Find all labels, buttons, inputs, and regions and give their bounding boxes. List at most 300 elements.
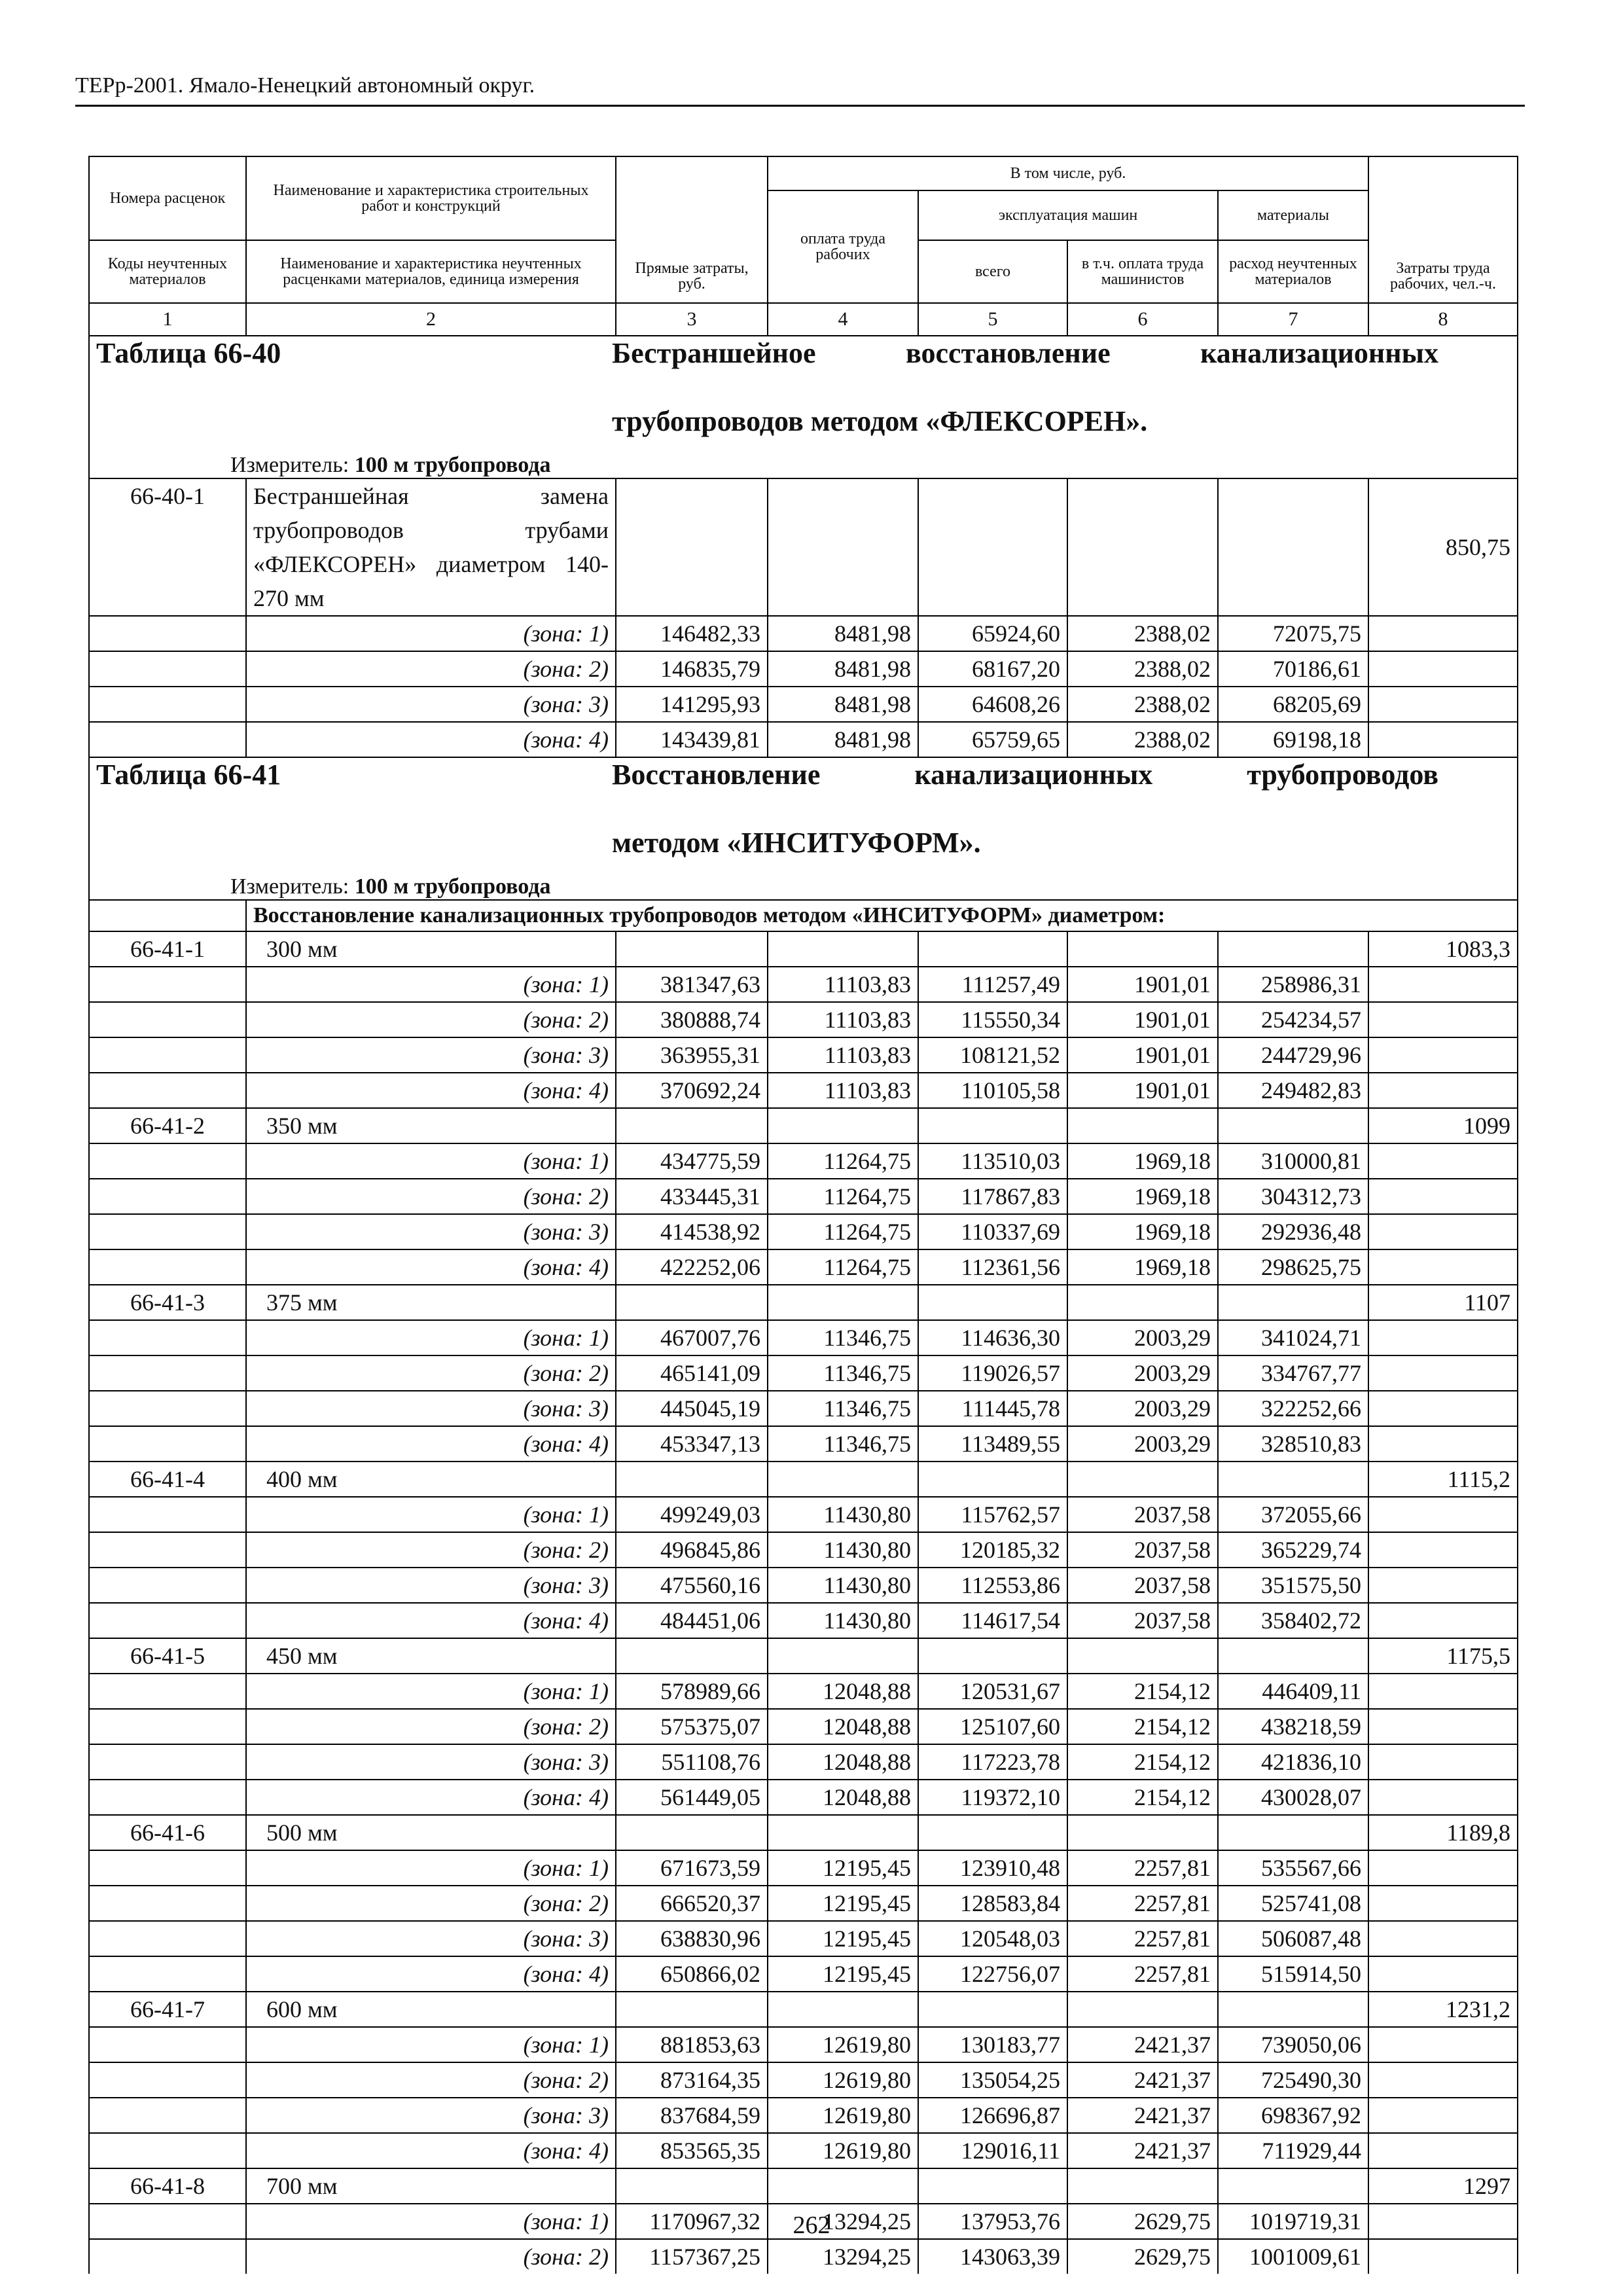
direct-costs: 363955,31 [616,1037,768,1073]
worker-wages: 8481,98 [768,722,918,757]
operator-wages: 2388,02 [1067,687,1218,722]
materials-costs: 334767,77 [1218,1355,1368,1391]
operator-wages: 1901,01 [1067,1073,1218,1108]
zone-row [89,722,1518,757]
empty-cell [616,1462,768,1497]
operator-wages: 2037,58 [1067,1532,1218,1568]
zone-label: (зона: 1) [246,2027,616,2062]
direct-costs: 467007,76 [616,1320,768,1355]
code-cell [89,1037,246,1073]
empty-cell [768,2168,918,2204]
operator-wages: 2003,29 [1067,1320,1218,1355]
machine-costs: 117867,83 [918,1179,1067,1214]
labor-cost: 1115,2 [1368,1462,1518,1497]
zone-label: (зона: 3) [246,1037,616,1073]
zone-label: (зона: 1) [246,1143,616,1179]
empty-cell [768,1462,918,1497]
code-cell [89,1850,246,1886]
header-materials: материалы [1218,190,1368,240]
page-number: 262 [793,2212,830,2239]
materials-costs: 72075,75 [1218,616,1368,651]
empty-cell [616,478,768,616]
direct-costs: 837684,59 [616,2098,768,2133]
direct-costs: 671673,59 [616,1850,768,1886]
zone-row [89,1921,1518,1956]
code-cell [89,722,246,757]
code-cell [89,1780,246,1815]
worker-wages: 8481,98 [768,616,918,651]
materials-costs: 1001009,61 [1218,2239,1368,2274]
zone-label: (зона: 1) [246,1320,616,1355]
zone-label: (зона: 4) [246,1073,616,1108]
worker-wages: 11264,75 [768,1143,918,1179]
materials-costs: 304312,73 [1218,1179,1368,1214]
code-cell [89,1179,246,1214]
table-title-line: трубопроводов методом «ФЛЕКСОРЕН». [612,405,1148,437]
machine-costs: 137953,76 [918,2204,1067,2239]
machine-costs: 120531,67 [918,1674,1067,1709]
operator-wages: 2421,37 [1067,2098,1218,2133]
rate-row [89,1285,1518,1320]
code-cell [89,1391,246,1426]
direct-costs: 141295,93 [616,687,768,722]
rate-name: 600 мм [246,1992,616,2027]
code-cell [89,1320,246,1355]
rate-description: Бестраншейная замена трубопроводов трубами «ФЛЕКСОРЕН» диаметром 140-270 мм [246,478,616,616]
materials-costs: 421836,10 [1218,1744,1368,1780]
labor-cost: 1099 [1368,1108,1518,1143]
empty-cell [918,931,1067,967]
materials-costs: 506087,48 [1218,1921,1368,1956]
empty-cell [768,1992,918,2027]
materials-costs: 438218,59 [1218,1709,1368,1744]
machine-costs: 112361,56 [918,1249,1067,1285]
direct-costs: 146835,79 [616,651,768,687]
code-cell [89,2133,246,2168]
zone-label: (зона: 2) [246,651,616,687]
materials-costs: 292936,48 [1218,1214,1368,1249]
labor-cell [1368,1391,1518,1426]
materials-costs: 322252,66 [1218,1391,1368,1426]
machine-costs: 130183,77 [918,2027,1067,2062]
rate-row [89,2168,1518,2204]
empty-cell [918,2168,1067,2204]
labor-cell [1368,1320,1518,1355]
rate-name: 350 мм [246,1108,616,1143]
header-including: В том числе, руб. [768,156,1368,190]
worker-wages: 13294,25 [768,2239,918,2274]
operator-wages: 2421,37 [1067,2062,1218,2098]
empty-cell [1067,2168,1218,2204]
empty-cell [1218,478,1368,616]
labor-cell [1368,687,1518,722]
direct-costs: 453347,13 [616,1426,768,1462]
zone-label: (зона: 1) [246,1850,616,1886]
zone-row [89,1674,1518,1709]
zone-label: (зона: 4) [246,1780,616,1815]
zone-row [89,1497,1518,1532]
worker-wages: 13294,25 [768,2204,918,2239]
header-col5: всего [918,240,1067,303]
header-rule [75,105,1525,107]
empty-cell [918,1285,1067,1320]
empty-cell [1218,1992,1368,2027]
header-col6: в т.ч. оплата труда машинистов [1067,240,1218,303]
zone-label: (зона: 2) [246,2239,616,2274]
zone-label: (зона: 3) [246,687,616,722]
operator-wages: 2003,29 [1067,1355,1218,1391]
code-cell [89,967,246,1002]
machine-costs: 119026,57 [918,1355,1067,1391]
worker-wages: 12195,45 [768,1921,918,1956]
operator-wages: 2388,02 [1067,616,1218,651]
rate-row [89,1815,1518,1850]
empty-cell [1218,2168,1368,2204]
worker-wages: 11430,80 [768,1497,918,1532]
direct-costs: 578989,66 [616,1674,768,1709]
rate-code: 66-41-8 [89,2168,246,2204]
machine-costs: 120185,32 [918,1532,1067,1568]
table-title-line: методом «ИНСИТУФОРМ». [612,827,981,859]
rate-code: 66-41-3 [89,1285,246,1320]
operator-wages: 2629,75 [1067,2204,1218,2239]
empty-cell [918,478,1067,616]
worker-wages: 12619,80 [768,2062,918,2098]
zone-label: (зона: 4) [246,1956,616,1992]
worker-wages: 12619,80 [768,2133,918,2168]
labor-cell [1368,2239,1518,2274]
zone-row [89,2098,1518,2133]
rate-code: 66-40-1 [89,478,246,616]
labor-cell [1368,2098,1518,2133]
machine-costs: 64608,26 [918,687,1067,722]
operator-wages: 2421,37 [1067,2133,1218,2168]
empty-cell [768,931,918,967]
materials-costs: 254234,57 [1218,1002,1368,1037]
zone-label: (зона: 3) [246,1391,616,1426]
code-cell [89,1603,246,1638]
column-number: 3 [616,303,768,336]
table-caption-row [89,336,1518,478]
empty-cell [768,1638,918,1674]
zone-row [89,1249,1518,1285]
direct-costs: 484451,06 [616,1603,768,1638]
operator-wages: 2257,81 [1067,1956,1218,1992]
rate-name: 700 мм [246,2168,616,2204]
machine-costs: 135054,25 [918,2062,1067,2098]
code-cell [89,1744,246,1780]
materials-costs: 698367,92 [1218,2098,1368,2133]
column-number: 1 [89,303,246,336]
measurement-value: 100 м трубопровода [354,453,551,477]
worker-wages: 11346,75 [768,1320,918,1355]
operator-wages: 2421,37 [1067,2027,1218,2062]
worker-wages: 11346,75 [768,1426,918,1462]
zone-row [89,1037,1518,1073]
rate-row [89,1638,1518,1674]
code-cell [89,651,246,687]
code-cell [89,1956,246,1992]
machine-costs: 128583,84 [918,1886,1067,1921]
rate-code: 66-41-7 [89,1992,246,2027]
machine-costs: 111445,78 [918,1391,1067,1426]
zone-label: (зона: 1) [246,2204,616,2239]
code-cell [89,2098,246,2133]
empty-cell [616,1638,768,1674]
zone-row [89,1744,1518,1780]
empty-cell [768,478,918,616]
zone-row [89,2239,1518,2274]
direct-costs: 499249,03 [616,1497,768,1532]
labor-cell [1368,2133,1518,2168]
empty-cell [616,1815,768,1850]
column-number: 2 [246,303,616,336]
zone-label: (зона: 3) [246,1921,616,1956]
labor-cost: 1175,5 [1368,1638,1518,1674]
direct-costs: 881853,63 [616,2027,768,2062]
operator-wages: 1901,01 [1067,967,1218,1002]
empty-cell [768,1285,918,1320]
labor-cost: 1107 [1368,1285,1518,1320]
code-cell [89,616,246,651]
rate-name: 450 мм [246,1638,616,1674]
table-number: Таблица 66-41 [96,759,281,791]
worker-wages: 11346,75 [768,1391,918,1426]
rate-row [89,1992,1518,2027]
materials-costs: 525741,08 [1218,1886,1368,1921]
rate-code: 66-41-6 [89,1815,246,1850]
zone-row [89,1426,1518,1462]
code-cell [89,2239,246,2274]
rates-table [88,156,1518,2274]
header-col1-top: Номера расценок [89,156,246,240]
direct-costs: 422252,06 [616,1249,768,1285]
operator-wages: 2154,12 [1067,1744,1218,1780]
direct-costs: 381347,63 [616,967,768,1002]
direct-costs: 496845,86 [616,1532,768,1568]
worker-wages: 11430,80 [768,1603,918,1638]
worker-wages: 12048,88 [768,1780,918,1815]
labor-cell [1368,1532,1518,1568]
direct-costs: 575375,07 [616,1709,768,1744]
machine-costs: 111257,49 [918,967,1067,1002]
machine-costs: 65759,65 [918,722,1067,757]
labor-cell [1368,1921,1518,1956]
operator-wages: 1969,18 [1067,1249,1218,1285]
empty-cell [918,1108,1067,1143]
header-col8: Затраты труда рабочих, чел.-ч. [1368,156,1518,303]
zone-row [89,616,1518,651]
operator-wages: 2003,29 [1067,1391,1218,1426]
zone-label: (зона: 4) [246,722,616,757]
materials-costs: 372055,66 [1218,1497,1368,1532]
code-cell [89,2027,246,2062]
machine-costs: 115762,57 [918,1497,1067,1532]
rate-code: 66-41-4 [89,1462,246,1497]
code-cell [89,1886,246,1921]
zone-row [89,2027,1518,2062]
labor-cost: 1083,3 [1368,931,1518,967]
empty-cell [1067,1108,1218,1143]
direct-costs: 370692,24 [616,1073,768,1108]
worker-wages: 12048,88 [768,1709,918,1744]
rate-row [89,931,1518,967]
zone-label: (зона: 2) [246,1886,616,1921]
worker-wages: 8481,98 [768,687,918,722]
labor-cell [1368,1744,1518,1780]
zone-row [89,1568,1518,1603]
materials-costs: 535567,66 [1218,1850,1368,1886]
empty-cell [89,900,246,931]
operator-wages: 2154,12 [1067,1674,1218,1709]
labor-cell [1368,1002,1518,1037]
materials-costs: 365229,74 [1218,1532,1368,1568]
materials-costs: 70186,61 [1218,651,1368,687]
empty-cell [918,1462,1067,1497]
header-col2-top: Наименование и характеристика строительных работ и конструкций [246,156,616,240]
code-cell [89,1073,246,1108]
empty-cell [1218,1285,1368,1320]
empty-cell [1067,931,1218,967]
labor-cell [1368,1214,1518,1249]
materials-costs: 244729,96 [1218,1037,1368,1073]
subheading: Восстановление канализационных трубопроводов методом «ИНСИТУФОРМ» диаметром: [246,900,1518,931]
direct-costs: 650866,02 [616,1956,768,1992]
labor-cell [1368,1037,1518,1073]
worker-wages: 8481,98 [768,651,918,687]
running-header: ТЕРр-2001. Ямало-Ненецкий автономный округ. [75,73,535,98]
machine-costs: 113489,55 [918,1426,1067,1462]
labor-cell [1368,1674,1518,1709]
materials-costs: 298625,75 [1218,1249,1368,1285]
materials-costs: 249482,83 [1218,1073,1368,1108]
materials-costs: 69198,18 [1218,722,1368,757]
empty-cell [918,1992,1067,2027]
worker-wages: 12195,45 [768,1956,918,1992]
header-col4: оплата труда рабочих [768,190,918,303]
zone-row [89,1603,1518,1638]
labor-cell [1368,1568,1518,1603]
labor-cell [1368,1426,1518,1462]
machine-costs: 117223,78 [918,1744,1067,1780]
table-title-line: Восстановление канализационных трубопроводов [612,759,1438,791]
labor-cell [1368,1603,1518,1638]
measurement-unit [96,860,1510,899]
code-cell [89,1532,246,1568]
labor-cell [1368,1073,1518,1108]
operator-wages: 1969,18 [1067,1214,1218,1249]
labor-cell [1368,1886,1518,1921]
operator-wages: 2629,75 [1067,2239,1218,2274]
table-caption [89,757,1518,900]
zone-row [89,1179,1518,1214]
labor-cell [1368,967,1518,1002]
rate-name: 500 мм [246,1815,616,1850]
labor-cell [1368,1850,1518,1886]
operator-wages: 2257,81 [1067,1921,1218,1956]
materials-costs: 68205,69 [1218,687,1368,722]
operator-wages: 2388,02 [1067,651,1218,687]
direct-costs: 445045,19 [616,1391,768,1426]
labor-cell [1368,1497,1518,1532]
zone-label: (зона: 2) [246,2062,616,2098]
table-title-line: Бестраншейное восстановление канализационных [612,337,1438,369]
materials-costs: 328510,83 [1218,1426,1368,1462]
zone-label: (зона: 4) [246,1249,616,1285]
worker-wages: 11103,83 [768,1037,918,1073]
zone-row [89,1002,1518,1037]
machine-costs: 108121,52 [918,1037,1067,1073]
zone-label: (зона: 3) [246,1214,616,1249]
zone-row [89,1850,1518,1886]
worker-wages: 12048,88 [768,1674,918,1709]
table-caption-row [89,757,1518,900]
machine-costs: 126696,87 [918,2098,1067,2133]
worker-wages: 12195,45 [768,1850,918,1886]
zone-row [89,1143,1518,1179]
materials-costs: 446409,11 [1218,1674,1368,1709]
labor-cell [1368,1355,1518,1391]
worker-wages: 11264,75 [768,1179,918,1214]
rate-code: 66-41-2 [89,1108,246,1143]
empty-cell [616,931,768,967]
zone-label: (зона: 4) [246,1603,616,1638]
empty-cell [1218,1462,1368,1497]
labor-cell [1368,1143,1518,1179]
worker-wages: 11346,75 [768,1355,918,1391]
zone-row [89,967,1518,1002]
empty-cell [1067,1638,1218,1674]
zone-label: (зона: 1) [246,1674,616,1709]
empty-cell [1067,478,1218,616]
labor-cell [1368,1179,1518,1214]
zone-label: (зона: 4) [246,1426,616,1462]
zone-row [89,1532,1518,1568]
zone-row [89,1956,1518,1992]
zone-row [89,2133,1518,2168]
code-cell [89,1921,246,1956]
code-cell [89,1568,246,1603]
empty-cell [1067,1992,1218,2027]
materials-costs: 258986,31 [1218,967,1368,1002]
header-col2-bottom: Наименование и характеристика неучтенных расценками материалов, единица измерения [246,240,616,303]
machine-costs: 110105,58 [918,1073,1067,1108]
header-machines: эксплуатация машин [918,190,1218,240]
operator-wages: 2037,58 [1067,1497,1218,1532]
rate-name: 300 мм [246,931,616,967]
machine-costs: 114617,54 [918,1603,1067,1638]
header-col3: Прямые затраты, руб. [616,156,768,303]
worker-wages: 12619,80 [768,2027,918,2062]
empty-cell [1218,931,1368,967]
direct-costs: 873164,35 [616,2062,768,2098]
labor-cost: 850,75 [1368,478,1518,616]
zone-row [89,1709,1518,1744]
code-cell [89,1143,246,1179]
direct-costs: 475560,16 [616,1568,768,1603]
operator-wages: 1969,18 [1067,1179,1218,1214]
machine-costs: 129016,11 [918,2133,1067,2168]
measurement-label: Измеритель: [230,874,355,899]
zone-label: (зона: 2) [246,1709,616,1744]
machine-costs: 120548,03 [918,1921,1067,1956]
machine-costs: 125107,60 [918,1709,1067,1744]
zone-row [89,1391,1518,1426]
zone-label: (зона: 1) [246,967,616,1002]
machine-costs: 123910,48 [918,1850,1067,1886]
rate-name: 375 мм [246,1285,616,1320]
materials-costs: 358402,72 [1218,1603,1368,1638]
